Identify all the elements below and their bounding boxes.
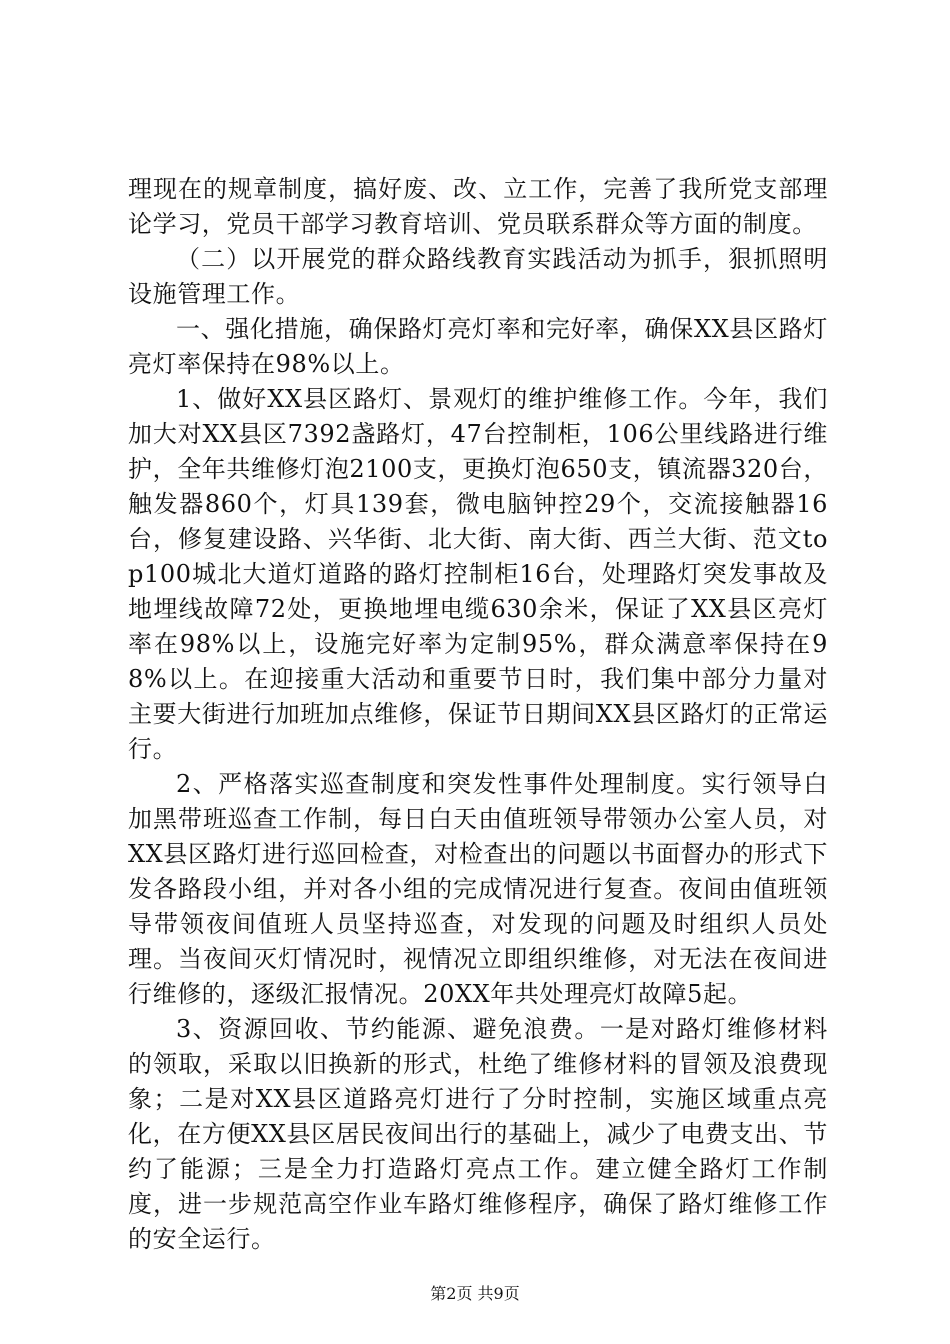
paragraph-item-1: 1、做好XX县区路灯、景观灯的维护维修工作。今年，我们加大对XX县区7392盏路灯，47台控制柜，106公里线路进行维护，全年共维修灯泡2100支，更换灯泡650支，镇流器320台，触发器860个，灯具139套，微电脑钟控29个，交流接触器16台，修复建设路、兴华街、北大街、南大街、西兰大街、范文top100城北大道灯道路的路灯控制柜16台，处理路灯突发事故及地埋线故障72处，更换地埋电缆630余米，保证了XX县区亮灯率在98%以上，设施完好率为定制95%，群众满意率保持在98%以上。在迎接重大活动和重要节日时，我们集中部分力量对主要大街进行加班加点维修，保证节日期间XX县区路灯的正常运行。 (128, 385, 828, 763)
document-body (128, 172, 828, 1257)
paragraph-measure-heading: 一、强化措施，确保路灯亮灯率和完好率，确保XX县区路灯亮灯率保持在98%以上。 (128, 315, 828, 378)
paragraph-item-3: 3、资源回收、节约能源、避免浪费。一是对路灯维修材料的领取，采取以旧换新的形式，杜绝了维修材料的冒领及浪费现象；二是对XX县区道路亮灯进行了分时控制，实施区域重点亮化，在方便XX县区居民夜间出行的基础上，减少了电费支出、节约了能源；三是全力打造路灯亮点工作。建立健全路灯工作制度，进一步规范高空作业车路灯维修程序，确保了路灯维修工作的安全运行。 (128, 1015, 828, 1253)
page-number-footer: 第2页 共9页 (430, 1284, 520, 1303)
paragraph-continuation: 理现在的规章制度，搞好废、改、立工作，完善了我所党支部理论学习，党员干部学习教育培训、党员联系群众等方面的制度。 (128, 175, 828, 238)
paragraph-item-2: 2、严格落实巡查制度和突发性事件处理制度。实行领导白加黑带班巡查工作制，每日白天由值班领导带领办公室人员，对XX县区路灯进行巡回检查，对检查出的问题以书面督办的形式下发各路段小组，并对各小组的完成情况进行复查。夜间由值班领导带领夜间值班人员坚持巡查，对发现的问题及时组织人员处理。当夜间灭灯情况时，视情况立即组织维修，对无法在夜间进行维修的，逐级汇报情况。20XX年共处理亮灯故障5起。 (128, 770, 828, 1008)
paragraph-section-heading: （二）以开展党的群众路线教育实践活动为抓手，狠抓照明设施管理工作。 (128, 245, 828, 308)
